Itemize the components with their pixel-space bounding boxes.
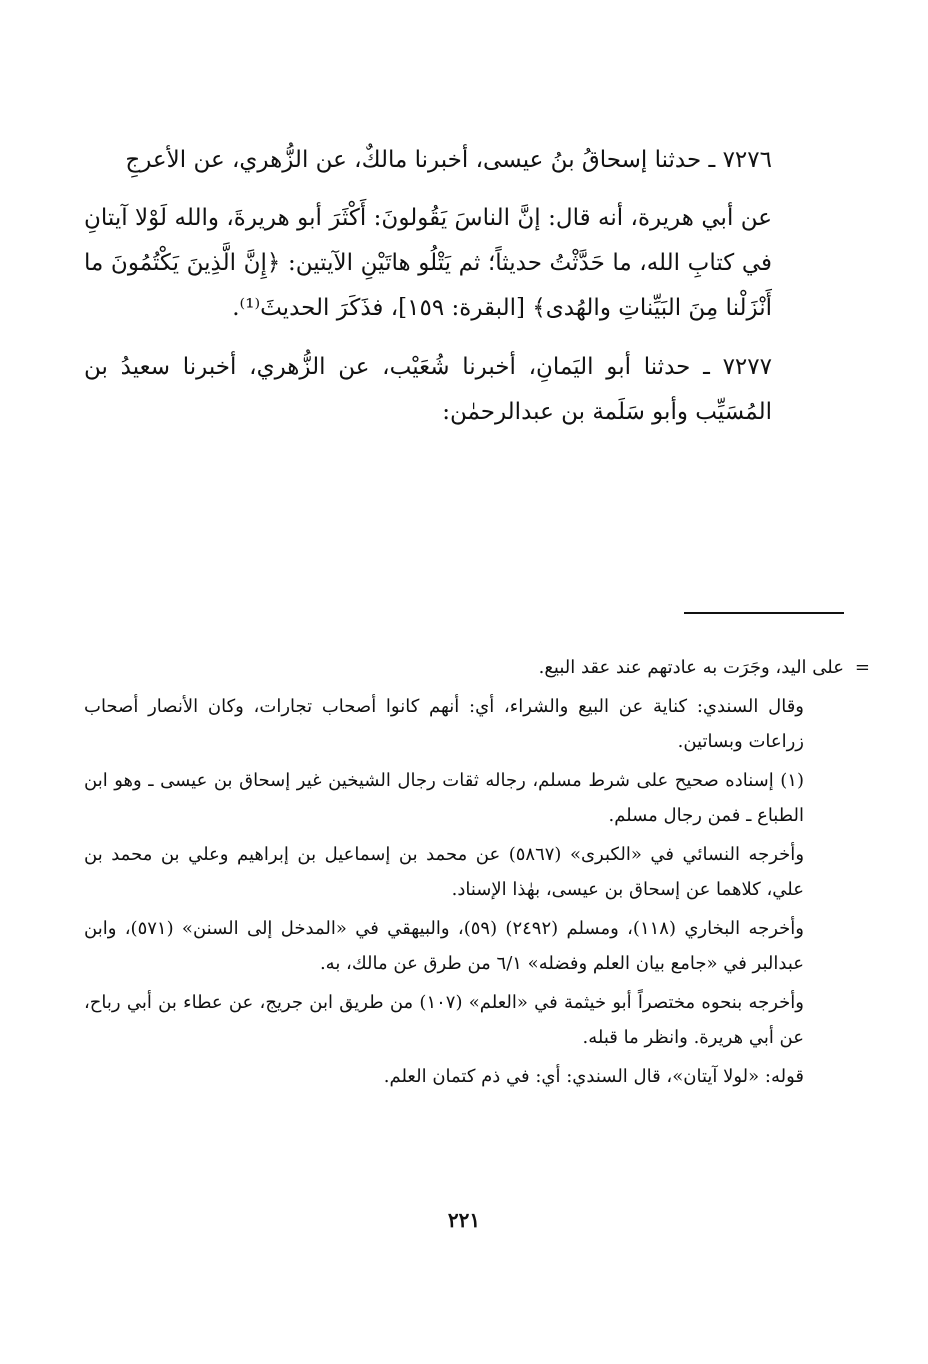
main-text: [84, 138, 844, 435]
page-number: ٢٢١: [447, 1208, 481, 1232]
footnote-bukhari: وأخرجه البخاري (١١٨)، ومسلم (٢٤٩٢) (٥٩)، والبيهقي في «المدخل إلى السنن» (٥٧١)، وابن عبدالبر في «جامع بيان العلم وفضله» ٦/١ من طرق عن مالك، به.: [84, 918, 804, 974]
footnotes: [84, 650, 870, 1098]
book-page: [84, 0, 870, 1364]
hadith-7276-text: عن أبي هريرة، أنه قال: إنَّ الناسَ يَقُولونَ: أَكْثَرَ أبو هريرةَ، والله لَوْلا آيتانِ في كتابِ الله، ما حَدَّثْتُ حديثاً؛ ثم يَتْلُو هاتَيْنِ الآيتين: ﴿إِنَّ الَّذِينَ يَكْتُمُونَ ما أَنْزَلْنا مِنَ البَيِّناتِ والهُدى﴾ [البقرة: ١٥٩]، فذَكَرَ الحديثَ⁽¹⁾.: [84, 205, 772, 321]
footnote-nasai: وأخرجه النسائي في «الكبرى» (٥٨٦٧) عن محمد بن إسماعيل بن إبراهيم وعلي بن محمد بن علي، كلاهما عن إسحاق بن عيسى، بهٰذا الإسناد.: [84, 844, 805, 900]
footnote-continued: [84, 650, 870, 685]
footnote-1-isnad: (١) إسناده صحيح على شرط مسلم، رجاله ثقات رجال الشيخين غير إسحاق بن عيسى ـ وهو ابن الطباع ـ فمن رجال مسلم.: [84, 770, 804, 826]
footnote-continued-text: على اليد، وجَرَت به عادتهم عند عقد البيع.: [538, 657, 844, 678]
hadith-7277-heading: ٧٢٧٧ ـ حدثنا أبو اليَمانِ، أخبرنا شُعَيْب، عن الزُّهري، أخبرنا سعيدُ بن المُسَيِّب وأبو سَلَمة بن عبدالرحمٰن:: [84, 354, 772, 425]
footnote-separator: [684, 612, 844, 614]
footnote-qawluhu: قوله: «لولا آيتان»، قال السندي: أي: في ذم كتمان العلم.: [383, 1066, 804, 1087]
footnote-abu-khaythama: وأخرجه بنحوه مختصراً أبو خيثمة في «العلم» (١٠٧) من طريق ابن جريج، عن عطاء بن أبي رباح، عن أبي هريرة. وانظر ما قبله.: [84, 992, 804, 1048]
footnote-sindi: وقال السندي: كناية عن البيع والشراء، أي: أنهم كانوا أصحاب تجارات، وكان الأنصار أصحاب زراعات وبساتين.: [84, 696, 804, 752]
hadith-7276-heading: ٧٢٧٦ ـ حدثنا إسحاقُ بنُ عيسى، أخبرنا مالكٌ، عن الزُّهري، عن الأعرجِ: [125, 147, 772, 173]
continuation-mark: =: [854, 657, 870, 678]
